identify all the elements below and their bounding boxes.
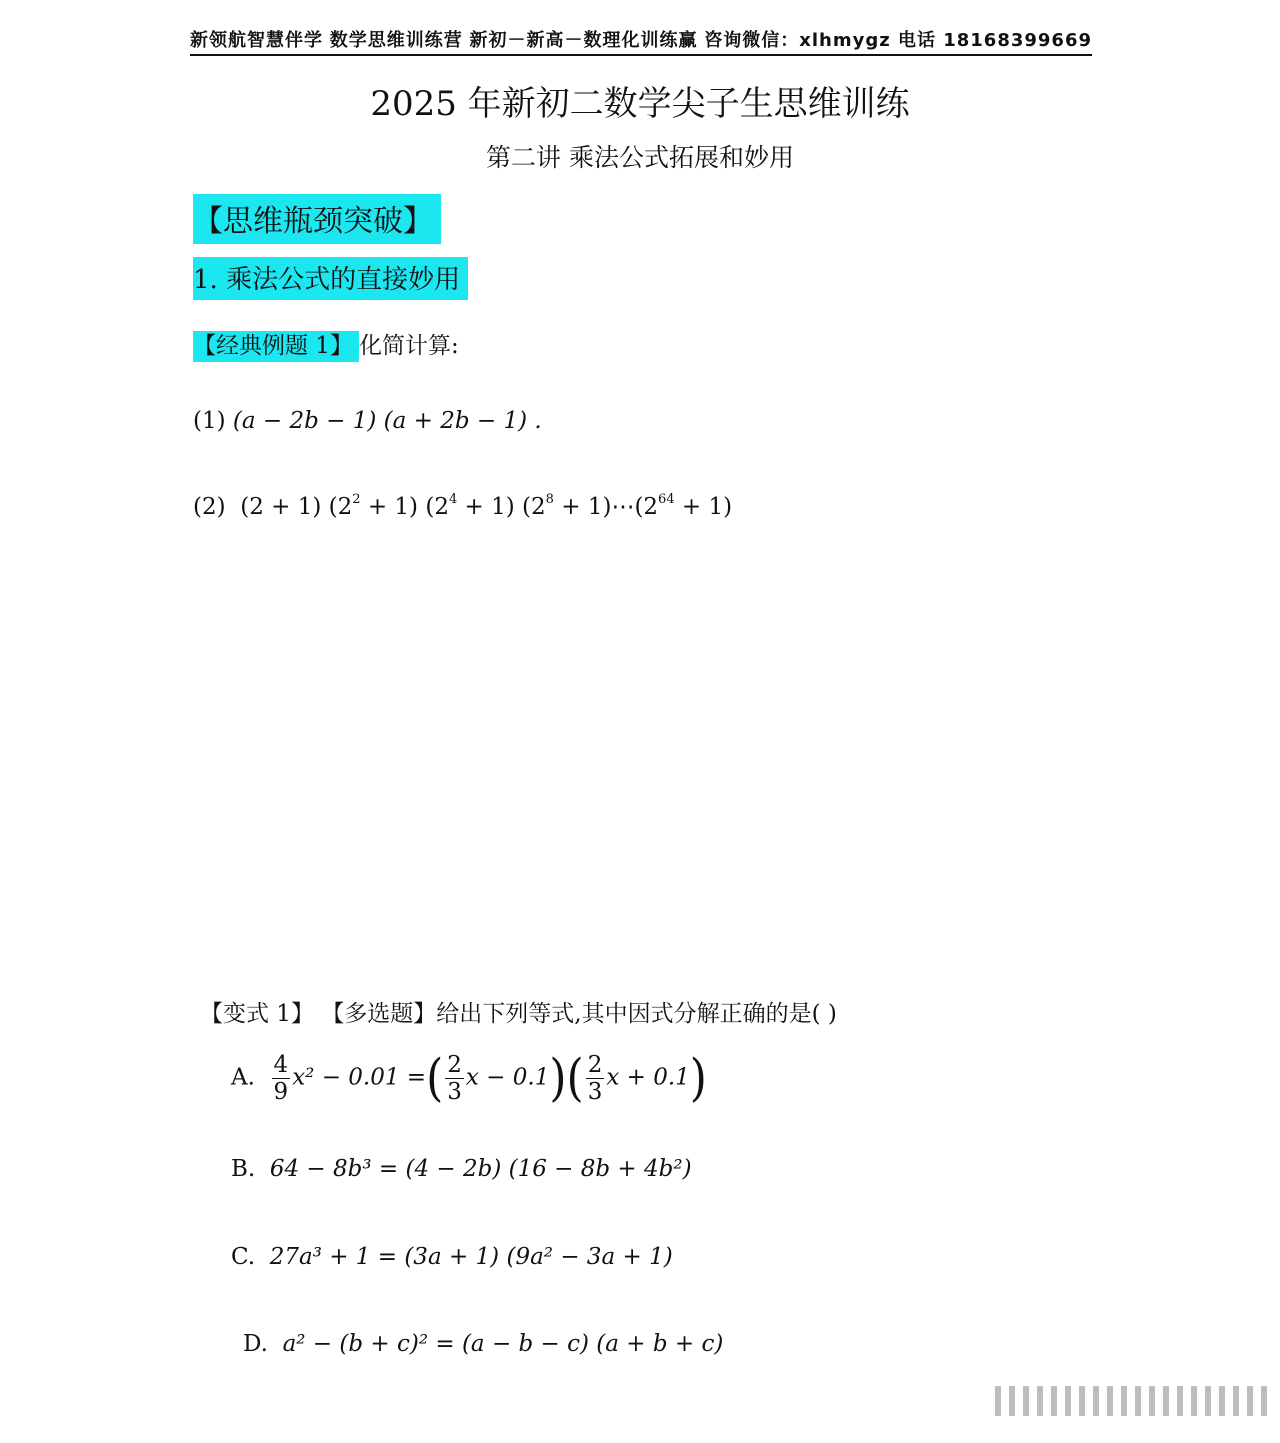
header-slogan: 新初－新高－数理化训练赢	[469, 30, 698, 51]
option-b-expression: 64 − 8b³ = (4 − 2b) (16 − 8b + 4b²)	[269, 1156, 692, 1182]
example-tag: 【经典例题 1】	[193, 331, 359, 362]
option-b	[231, 1156, 692, 1182]
header-contact: 咨询微信：xlhmygz 电话 18168399669	[704, 30, 1092, 51]
fraction-2-3-a: $\frac{2}{3}$	[447, 1052, 462, 1105]
q1-expression: (a − 2b − 1) (a + 2b − 1) .	[232, 408, 542, 434]
section-heading: 【思维瓶颈突破】	[193, 194, 441, 244]
page-title: 2025 年新初二数学尖子生思维训练	[370, 84, 910, 124]
header-camp: 数学思维训练营	[329, 30, 463, 51]
watermark-bars	[995, 1380, 1267, 1416]
option-d-label: D.	[243, 1331, 268, 1357]
q2-expression: (2 + 1) $(2^2 + 1) (2^4 + 1) (2^8$ + $1)\cdots(2^{64} + 1)$	[240, 492, 733, 520]
q2-label: (2)	[193, 494, 226, 520]
fraction-2-3-b: $\frac{2}{3}$	[587, 1052, 603, 1105]
option-d-expression: a² − (b + c)² = (a − b − c) (a + b + c)	[282, 1331, 724, 1357]
lecture-subtitle: 第二讲 乘法公式拓展和妙用	[486, 143, 794, 172]
option-c-label: C.	[231, 1244, 256, 1270]
option-d	[243, 1331, 723, 1357]
q1-label: (1)	[193, 408, 226, 434]
option-a-label: A.	[231, 1064, 255, 1091]
question-2	[193, 494, 732, 520]
option-c	[231, 1244, 673, 1270]
example-heading	[193, 327, 459, 360]
example-prompt: 化简计算:	[358, 333, 459, 359]
page-header	[190, 24, 1092, 56]
header-org: 新领航智慧伴学	[190, 30, 323, 51]
question-1	[193, 408, 542, 434]
variant-question: 【变式 1】 【多选题】给出下列等式,其中因式分解正确的是( )	[200, 1001, 837, 1027]
subsection-heading: 1. 乘法公式的直接妙用	[193, 257, 468, 300]
fraction-4-9: $\frac{4}{9}$	[273, 1052, 289, 1105]
option-b-label: B.	[231, 1156, 256, 1182]
option-a: A. $\frac{4}{9}$ x² − 0.01 =( $\frac{2}{3}$ x − 0.1)( $\frac{2}{3}$ x + 0.1)	[231, 1048, 707, 1108]
option-c-expression: 27a³ + 1 = (3a + 1) (9a² − 3a + 1)	[269, 1244, 673, 1270]
